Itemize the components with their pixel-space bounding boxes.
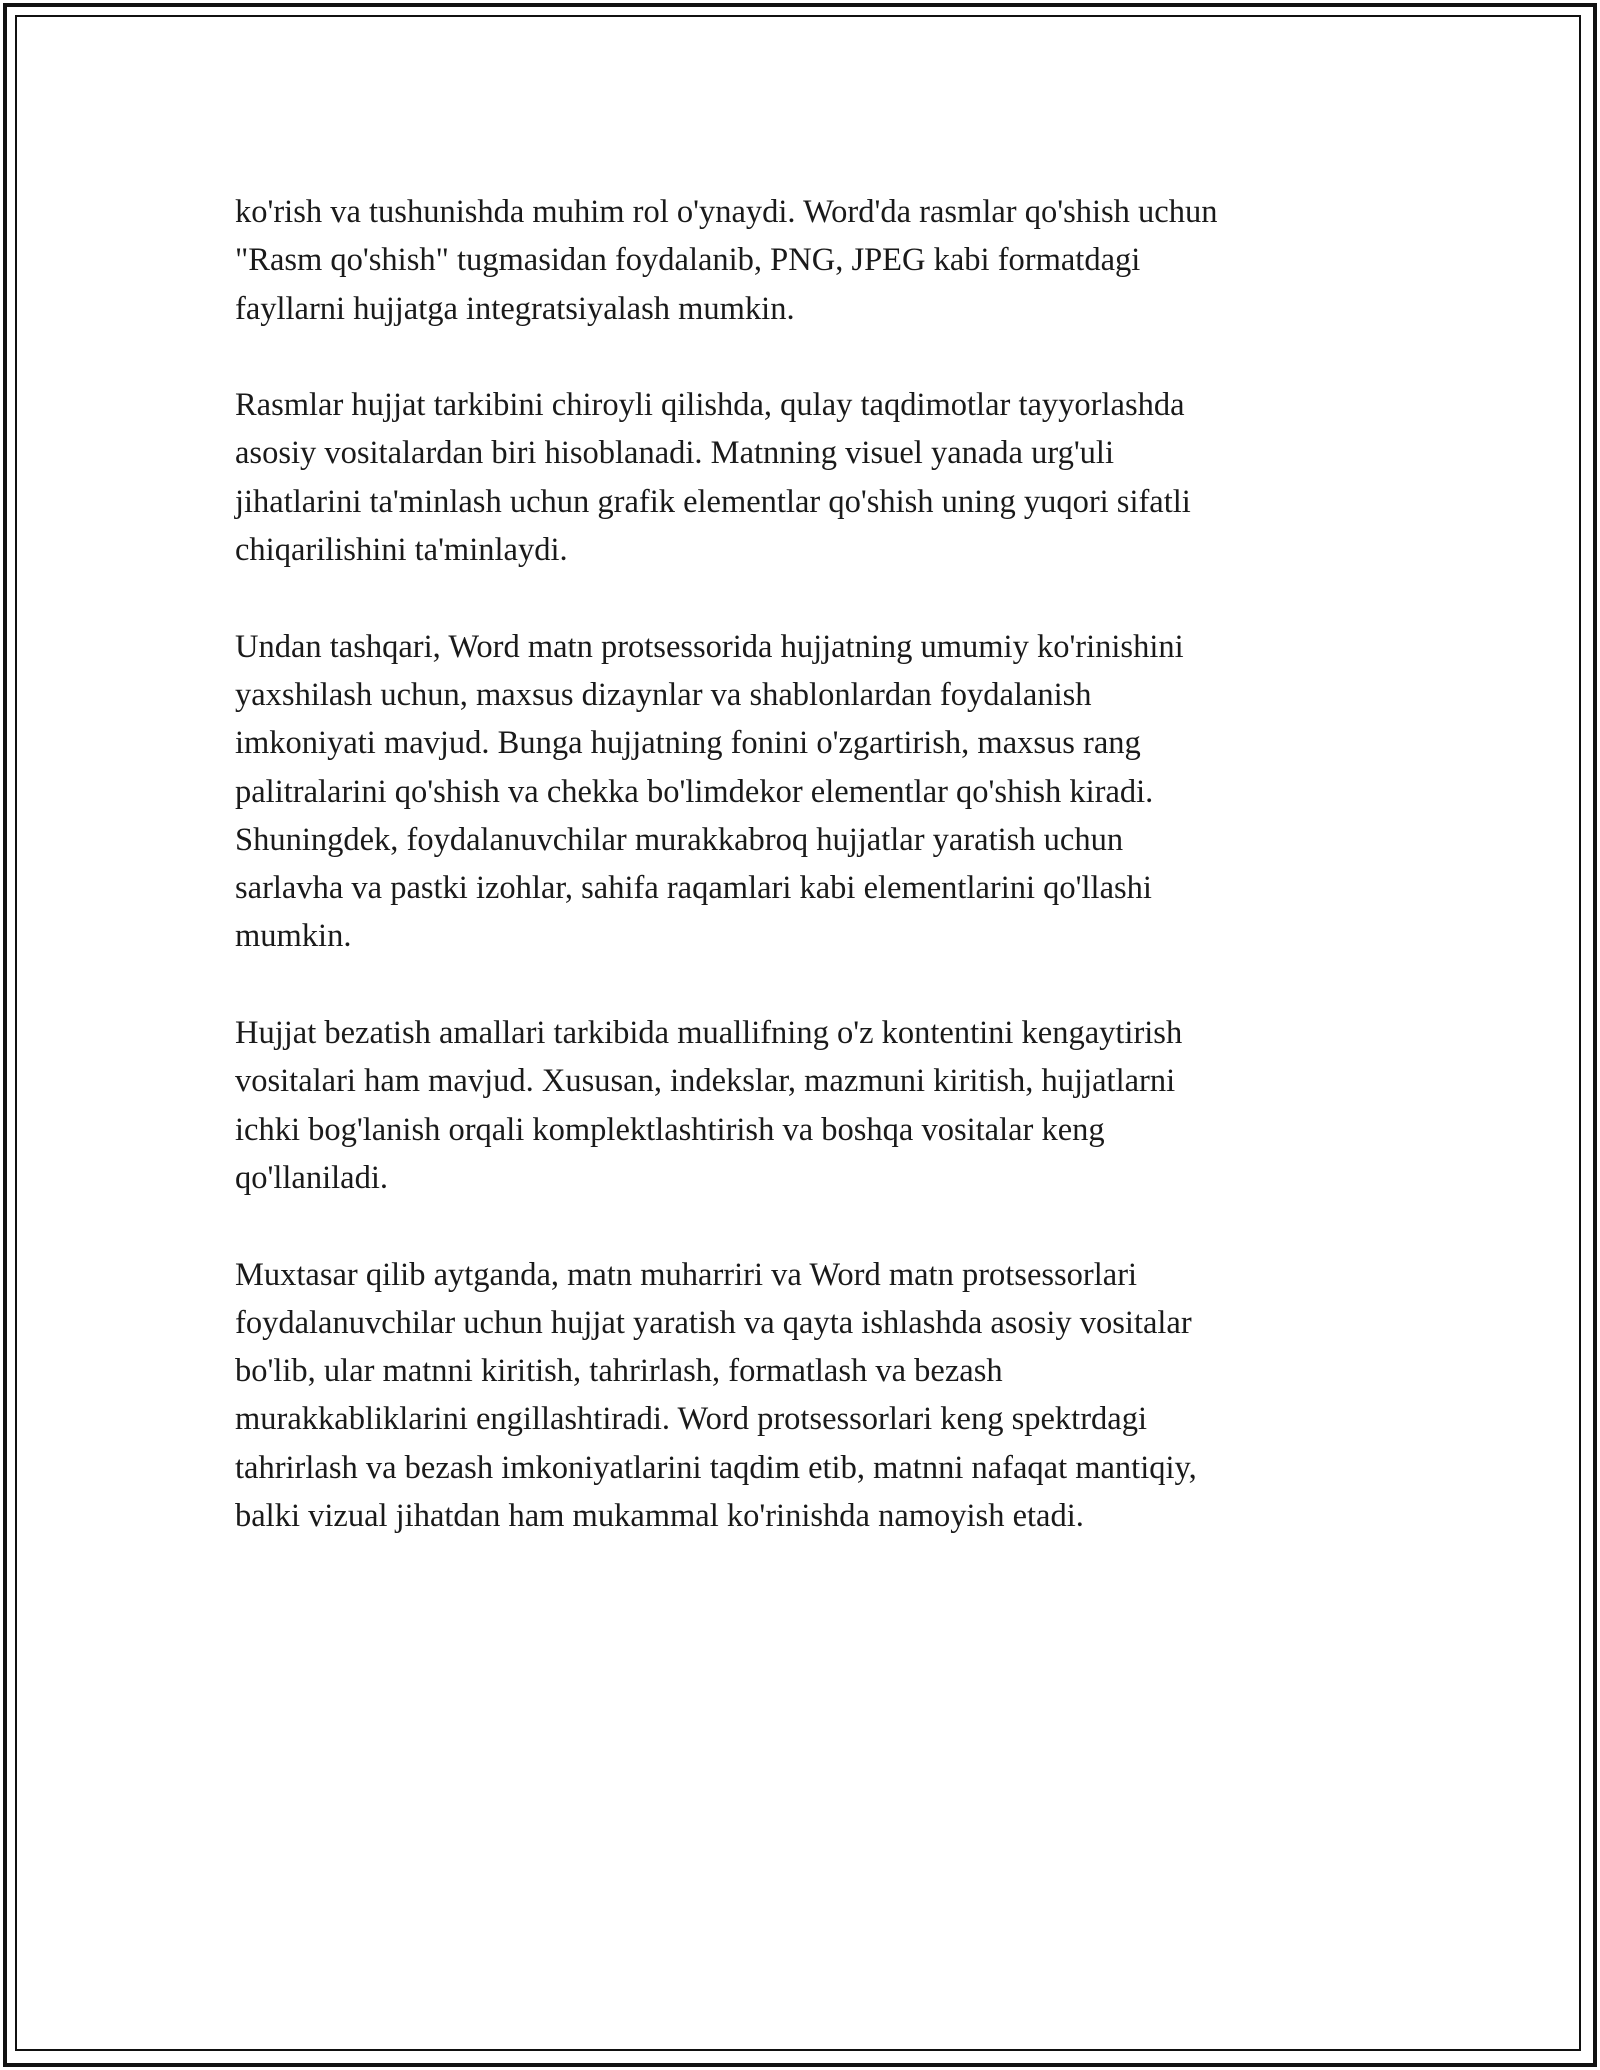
paragraph-conclusion: Muxtasar qilib aytganda, matn muharriri va Word matn protsessorlari foydalanuvchilar uchun hujjat yaratish va qayta ishlashda asosiy vositalar bo'lib, ular matnni kiritish, tahrirlash, formatlash va bezash murakkabliklarini engillashtiradi. Word protsessorlari keng spektrdagi tahrirlash va bezash imkoniyatlarini taqdim etib, matnni nafaqat mantiqiy, balki vizual jihatdan ham mukammal ko'rinishda namoyish etadi. bbox=[235, 1256, 1197, 1535]
paragraph-images-role: Rasmlar hujjat tarkibini chiroyli qilishda, qulay taqdimotlar tayyorlashda asosiy vositalardan biri hisoblanadi. Matnning visuel yanada urg'uli jihatlarini ta'minlash uchun grafik elementlar qo'shish uning yuqori sifatli chiqarilishini ta'minlaydi. bbox=[235, 387, 1191, 569]
paragraph-decoration-tools: Hujjat bezatish amallari tarkibida muallifning o'z kontentini kengaytirish vositalari ham mavjud. Xususan, indekslar, mazmuni kiritish, hujjatlarni ichki bog'lanish orqali komplektlashtirish va boshqa vositalar keng qo'llaniladi. bbox=[235, 1015, 1183, 1196]
paragraph-design-templates: Undan tashqari, Word matn protsessorida hujjatning umumiy ko'rinishini yaxshilash uchun, maxsus dizaynlar va shablonlardan foydalanish imkoniyati mavjud. Bunga hujjatning fonini o'zgartirish, maxsus rang palitralarini qo'shish va chekka bo'limdekor elementlar qo'shish kiradi. Shuningdek, foydalanuvchilar murakkabroq hujjatlar yaratish uchun sarlavha va pastki izohlar, sahifa raqamlari kabi elementlarini qo'llashi mumkin. bbox=[235, 628, 1184, 955]
paragraph-image-insertion: ko'rish va tushunishda muhim rol o'ynaydi. Word'da rasmlar qo'shish uchun "Rasm qo'shish" tugmasidan foydalanib, PNG, JPEG kabi formatdagi fayllarni hujjatga integratsiyalash mumkin. bbox=[235, 194, 1218, 327]
document-body bbox=[235, 188, 1365, 1589]
